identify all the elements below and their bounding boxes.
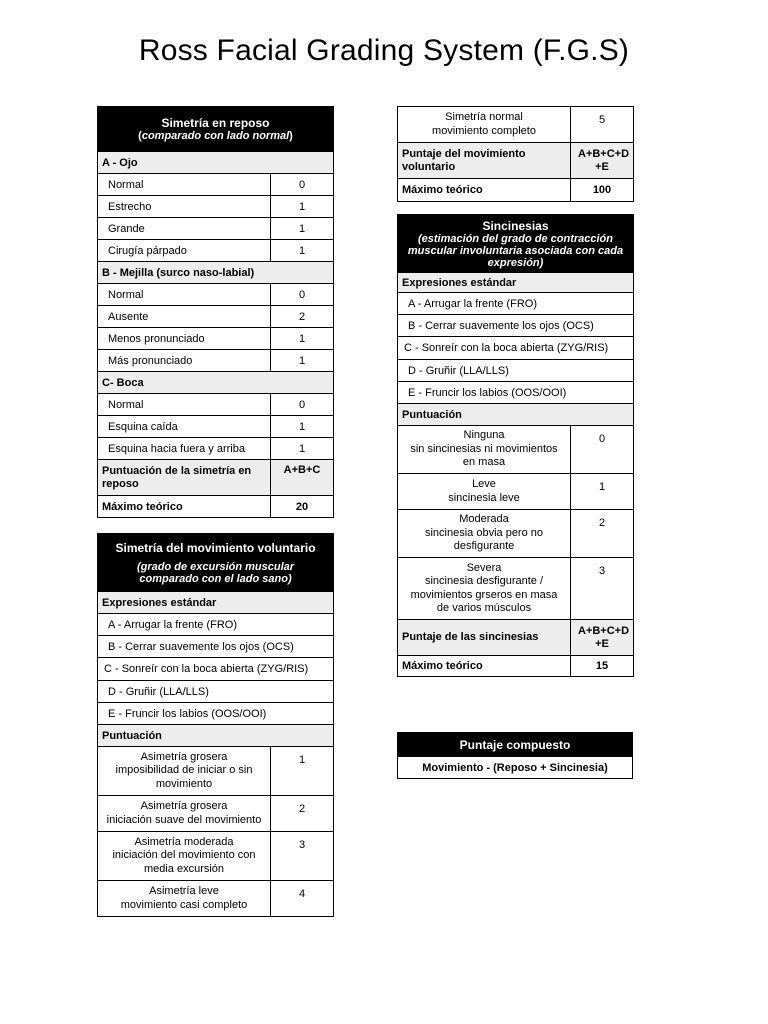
row-label: Grande: [98, 218, 271, 240]
score-description: [98, 747, 271, 796]
score-value: 2: [271, 796, 334, 832]
composite-formula: Movimiento - (Reposo + Sincinesia): [398, 757, 633, 779]
list-item: [398, 382, 634, 404]
list-item: [98, 614, 334, 636]
rest-section-label: C- Boca: [98, 372, 334, 394]
score-description-line: sin sincinesias ni movimientos: [410, 442, 558, 455]
score-description: [98, 881, 271, 917]
score-description-line: iniciación del movimiento con: [112, 849, 256, 862]
score-description: [398, 558, 571, 620]
synkinesis-subheading-line: (estimación del grado de contracción: [418, 232, 613, 245]
rest-symmetry-heading: Simetría en reposo: [161, 116, 270, 130]
rest-symmetry-table: [97, 106, 334, 518]
table-row: [98, 328, 334, 350]
rest-symmetry-subheading: (comparado con lado normal): [138, 130, 293, 142]
page-title: Ross Facial Grading System (F.G.S): [138, 34, 630, 67]
row-value: 2: [271, 306, 334, 328]
score-description: [398, 510, 571, 558]
score-description: [398, 107, 571, 143]
table-row: [398, 107, 634, 143]
score-description: [398, 426, 571, 474]
score-description-line: Asimetría moderada: [134, 835, 234, 848]
table-row: [98, 416, 334, 438]
voluntary-total-value: A+B+C+D +E: [571, 143, 634, 179]
score-value: 3: [571, 558, 634, 620]
score-description-line: Asimetría leve: [149, 885, 219, 897]
score-description-line: sincinesia desfigurante /: [424, 575, 543, 587]
list-item: [98, 636, 334, 658]
row-value: 0: [271, 284, 334, 306]
score-description: [98, 832, 271, 881]
voluntary-total-label: Puntaje del movimiento voluntario: [398, 143, 571, 179]
table-row: [98, 350, 334, 372]
composite-header: [398, 733, 633, 757]
synkinesis-total-label: Puntaje de las sincinesias: [398, 620, 571, 656]
table-row: [398, 474, 634, 510]
table-row: [98, 240, 334, 262]
voluntary-header: [98, 534, 334, 592]
expression-label: C - Sonreír con la boca abierta (ZYG/RIS): [98, 658, 334, 681]
list-item: [398, 315, 634, 337]
synkinesis-heading: Sincinesias: [482, 218, 549, 233]
table-row: [98, 218, 334, 240]
row-value: 1: [271, 416, 334, 438]
table-row: [98, 306, 334, 328]
expression-label: B - Cerrar suavemente los ojos (OCS): [98, 636, 334, 658]
synkinesis-max-value: 15: [571, 656, 634, 677]
rest-max-label: Máximo teórico: [98, 496, 271, 518]
score-description-line: Simetría normal: [445, 111, 523, 123]
rest-total-label: Puntuación de la simetría en reposo: [98, 460, 271, 496]
row-value: 1: [271, 240, 334, 262]
composite-heading: Puntaje compuesto: [459, 737, 571, 752]
score-description-line: Ninguna: [463, 429, 505, 442]
list-item: [398, 337, 634, 360]
table-row: [98, 196, 334, 218]
voluntary-max-value: 100: [571, 179, 634, 202]
synkinesis-total-value: A+B+C+D +E: [571, 620, 634, 656]
list-item: [98, 681, 334, 703]
synkinesis-table: [397, 214, 634, 677]
score-description-line: en masa: [462, 456, 506, 469]
synkinesis-subheading-line: muscular involuntaria asociada con cada: [407, 244, 624, 257]
score-description-line: de varios músculos: [436, 602, 532, 614]
score-value: 2: [571, 510, 634, 558]
score-description-line: imposibilidad de iniciar o sin: [115, 764, 253, 777]
rest-max-value: 20: [271, 496, 334, 518]
row-label: Estrecho: [98, 196, 271, 218]
list-item: [98, 658, 334, 681]
row-value: 1: [271, 196, 334, 218]
expression-label: A - Arrugar la frente (FRO): [398, 293, 634, 315]
table-row: [398, 426, 634, 474]
expression-label: A - Arrugar la frente (FRO): [98, 614, 334, 636]
composite-score-table: [397, 732, 633, 779]
table-row: [98, 832, 334, 881]
score-description-line: movimientos grseros en masa: [410, 588, 558, 601]
voluntary-movement-table: [97, 533, 334, 917]
row-label: Esquina hacia fuera y arriba: [98, 438, 271, 460]
list-item: [398, 293, 634, 315]
voluntary-subheading-1: (grado de excursión muscular: [136, 560, 295, 573]
score-value: 1: [271, 747, 334, 796]
rest-section-label: B - Mejilla (surco naso-labial): [98, 262, 334, 284]
voluntary-movement-table-continued: [397, 106, 634, 202]
voluntary-score-label: Puntuación: [98, 725, 334, 747]
score-description-line: Severa: [466, 561, 502, 574]
expression-label: C - Sonreír con la boca abierta (ZYG/RIS): [398, 337, 634, 360]
row-label: Menos pronunciado: [98, 328, 271, 350]
score-description-line: Asimetría grosera: [140, 800, 228, 812]
expression-label: D - Gruñir (LLA/LLS): [398, 360, 634, 382]
table-row: [98, 284, 334, 306]
score-value: 5: [571, 107, 634, 143]
synkinesis-subheading-line: expresión): [487, 256, 544, 269]
score-description-line: media excursión: [143, 862, 225, 875]
expression-label: D - Gruñir (LLA/LLS): [98, 681, 334, 703]
table-row: [98, 438, 334, 460]
score-description-line: sincinesia obvia pero no: [424, 526, 544, 539]
score-description-line: sincinesia leve: [448, 491, 520, 504]
score-value: 1: [571, 474, 634, 510]
score-description-line: movimiento completo: [432, 124, 536, 137]
rest-total-value: A+B+C: [271, 460, 334, 496]
row-label: Cirugía párpado: [98, 240, 271, 262]
score-description: [98, 796, 271, 832]
row-value: 1: [271, 350, 334, 372]
expression-label: B - Cerrar suavemente los ojos (OCS): [398, 315, 634, 337]
voluntary-expressions-label: Expresiones estándar: [98, 592, 334, 614]
expression-label: E - Fruncir los labios (OOS/OOI): [98, 703, 334, 725]
table-row: [98, 747, 334, 796]
row-value: 1: [271, 328, 334, 350]
table-row: [98, 881, 334, 917]
row-value: 1: [271, 438, 334, 460]
row-label: Ausente: [98, 306, 271, 328]
row-value: 0: [271, 394, 334, 416]
table-row: [98, 394, 334, 416]
synkinesis-max-label: Máximo teórico: [398, 656, 571, 677]
score-description: [398, 474, 571, 510]
score-value: 0: [571, 426, 634, 474]
synkinesis-score-label: Puntuación: [398, 404, 634, 426]
rest-section-label: A - Ojo: [98, 152, 334, 174]
score-description-line: movimiento casi completo: [120, 898, 248, 911]
row-label: Normal: [98, 174, 271, 196]
rest-symmetry-header: [98, 107, 334, 152]
voluntary-subheading-2: comparado con el lado sano): [139, 572, 292, 585]
voluntary-heading: Simetría del movimiento voluntario: [115, 540, 316, 555]
score-value: 4: [271, 881, 334, 917]
row-label: Normal: [98, 284, 271, 306]
list-item: [398, 360, 634, 382]
score-description-line: movimiento: [155, 777, 213, 790]
row-label: Esquina caída: [98, 416, 271, 438]
row-label: Normal: [98, 394, 271, 416]
synkinesis-header: [398, 215, 634, 273]
row-value: 0: [271, 174, 334, 196]
score-description-line: Asimetría grosera: [140, 750, 228, 763]
list-item: [98, 703, 334, 725]
voluntary-max-label: Máximo teórico: [398, 179, 571, 202]
score-description-line: Leve: [472, 478, 496, 490]
table-row: [98, 796, 334, 832]
table-row: [98, 174, 334, 196]
row-label: Más pronunciado: [98, 350, 271, 372]
row-value: 1: [271, 218, 334, 240]
table-row: [398, 510, 634, 558]
expression-label: E - Fruncir los labios (OOS/OOI): [398, 382, 634, 404]
score-description-line: iniciación suave del movimiento: [106, 813, 262, 826]
score-description-line: desfigurante: [453, 540, 515, 553]
table-row: [398, 558, 634, 620]
synkinesis-expressions-label: Expresiones estándar: [398, 273, 634, 293]
score-value: 3: [271, 832, 334, 881]
score-description-line: Moderada: [459, 513, 509, 526]
